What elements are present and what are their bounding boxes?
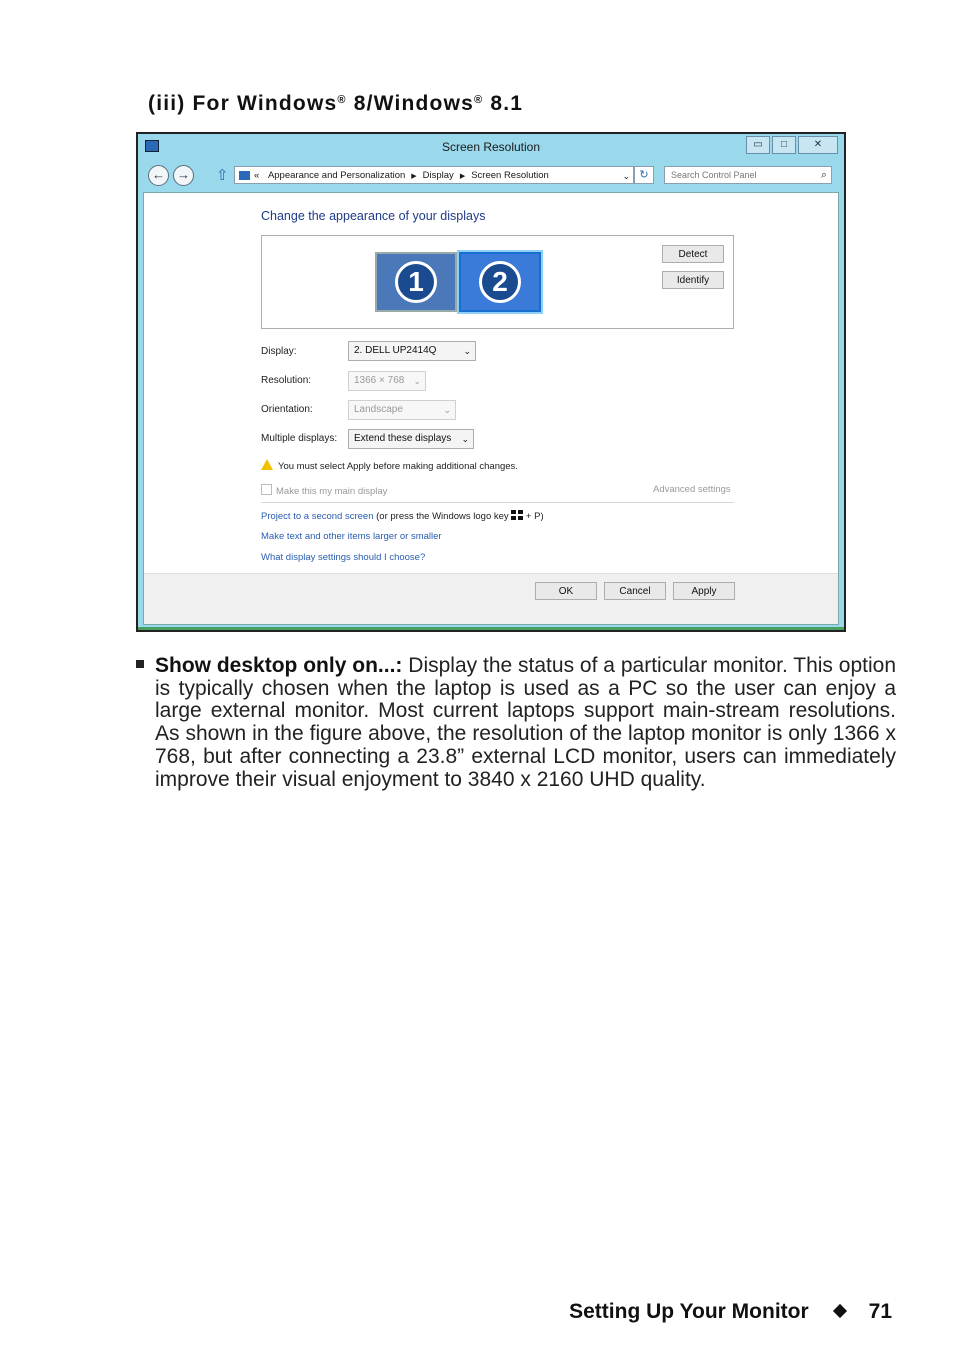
bullet-marker	[136, 660, 144, 668]
footer-section-title: Setting Up Your Monitor	[569, 1300, 809, 1323]
resolution-label: Resolution:	[261, 375, 312, 386]
identify-button[interactable]: Identify	[662, 271, 724, 289]
bullet-description: Display the status of a particular monitor. This option is typically chosen when the laptop is used as a PC so the user can enjoy a large external monitor. Most current laptops support main-stream resolutions. As shown in the figure above, the resolution of the laptop monitor is only 1366 x 768, but after connecting a 23.8” external LCD monitor, users can immediately improve their visual enjoyment to 3840 x 2160 UHD quality.	[155, 654, 897, 791]
chevron-down-icon: ⌄	[463, 346, 471, 356]
divider	[261, 502, 734, 503]
detect-button[interactable]: Detect	[662, 245, 724, 263]
monitor-2-thumbnail[interactable]: 2	[459, 252, 541, 312]
breadcrumb-display[interactable]: Display	[422, 170, 454, 181]
section-heading: (iii) For Windows® 8/Windows® 8.1	[148, 92, 524, 115]
text-size-link[interactable]: Make text and other items larger or smaller	[261, 531, 442, 542]
monitor-1-thumbnail[interactable]: 1	[375, 252, 457, 312]
warning-icon	[261, 459, 273, 470]
maximize-button[interactable]: □	[772, 136, 796, 154]
address-input[interactable]: « Appearance and Personalization ▶ Display ▶ Screen Resolution ⌄	[234, 166, 634, 184]
project-line: Project to a second screen (or press the Windows logo key + P)	[261, 511, 544, 522]
apply-warning: You must select Apply before making additional changes.	[261, 459, 518, 472]
breadcrumb-separator-icon: ▶	[459, 173, 466, 180]
address-bar-row	[138, 160, 844, 190]
window-title: Screen Resolution	[441, 140, 541, 154]
dialog-client-area	[143, 192, 839, 625]
page-footer	[569, 1300, 892, 1324]
breadcrumb-separator-icon: ▶	[411, 173, 417, 180]
diamond-icon	[833, 1304, 847, 1318]
cancel-button[interactable]: Cancel	[604, 582, 666, 600]
multiple-displays-select[interactable]: Extend these displays ⌄	[348, 429, 474, 449]
breadcrumb-screen-resolution[interactable]: Screen Resolution	[471, 170, 549, 181]
chevron-down-icon: ⌄	[413, 376, 421, 386]
chevron-down-icon: ⌄	[461, 434, 469, 444]
display-label: Display:	[261, 346, 297, 357]
control-panel-icon	[239, 171, 250, 180]
windows-logo-icon	[511, 510, 523, 520]
chevron-down-icon: ⌄	[443, 405, 451, 415]
refresh-icon[interactable]: ↻	[634, 166, 654, 184]
search-input[interactable]: Search Control Panel ⌕	[664, 166, 832, 184]
display-arrangement-preview	[261, 235, 734, 329]
window-titlebar	[138, 134, 844, 160]
multiple-displays-label: Multiple displays:	[261, 433, 338, 444]
breadcrumb-appearance[interactable]: Appearance and Personalization	[267, 170, 406, 181]
ok-button[interactable]: OK	[535, 582, 597, 600]
which-settings-link[interactable]: What display settings should I choose?	[261, 552, 426, 563]
chevron-down-icon[interactable]: ⌄	[622, 171, 630, 181]
project-second-screen-link[interactable]: Project to a second screen	[261, 511, 374, 522]
resolution-select[interactable]: 1366 × 768 ⌄	[348, 371, 426, 391]
back-arrow-icon[interactable]: ←	[148, 165, 169, 186]
close-button[interactable]: ✕	[798, 136, 838, 154]
display-select[interactable]: 2. DELL UP2414Q ⌄	[348, 341, 476, 361]
dialog-heading: Change the appearance of your displays	[261, 209, 486, 223]
dialog-button-bar	[144, 573, 838, 624]
search-icon: ⌕	[820, 169, 827, 181]
bullet-show-desktop-only-on	[136, 655, 896, 791]
bullet-paragraph	[155, 655, 896, 791]
main-display-checkbox[interactable]	[261, 484, 272, 495]
screen-resolution-screenshot	[136, 132, 846, 632]
bullet-term: Show desktop only on...:	[155, 654, 403, 677]
up-arrow-icon[interactable]: ⇧	[216, 167, 229, 184]
main-display-option[interactable]: Make this my main display	[261, 484, 387, 497]
advanced-settings-link[interactable]: Advanced settings	[653, 484, 731, 495]
orientation-select[interactable]: Landscape ⌄	[348, 400, 456, 420]
apply-button[interactable]: Apply	[673, 582, 735, 600]
forward-arrow-icon[interactable]: →	[173, 165, 194, 186]
minimize-button[interactable]: ▭	[746, 136, 770, 154]
orientation-label: Orientation:	[261, 404, 313, 415]
page-number: 71	[868, 1300, 892, 1323]
